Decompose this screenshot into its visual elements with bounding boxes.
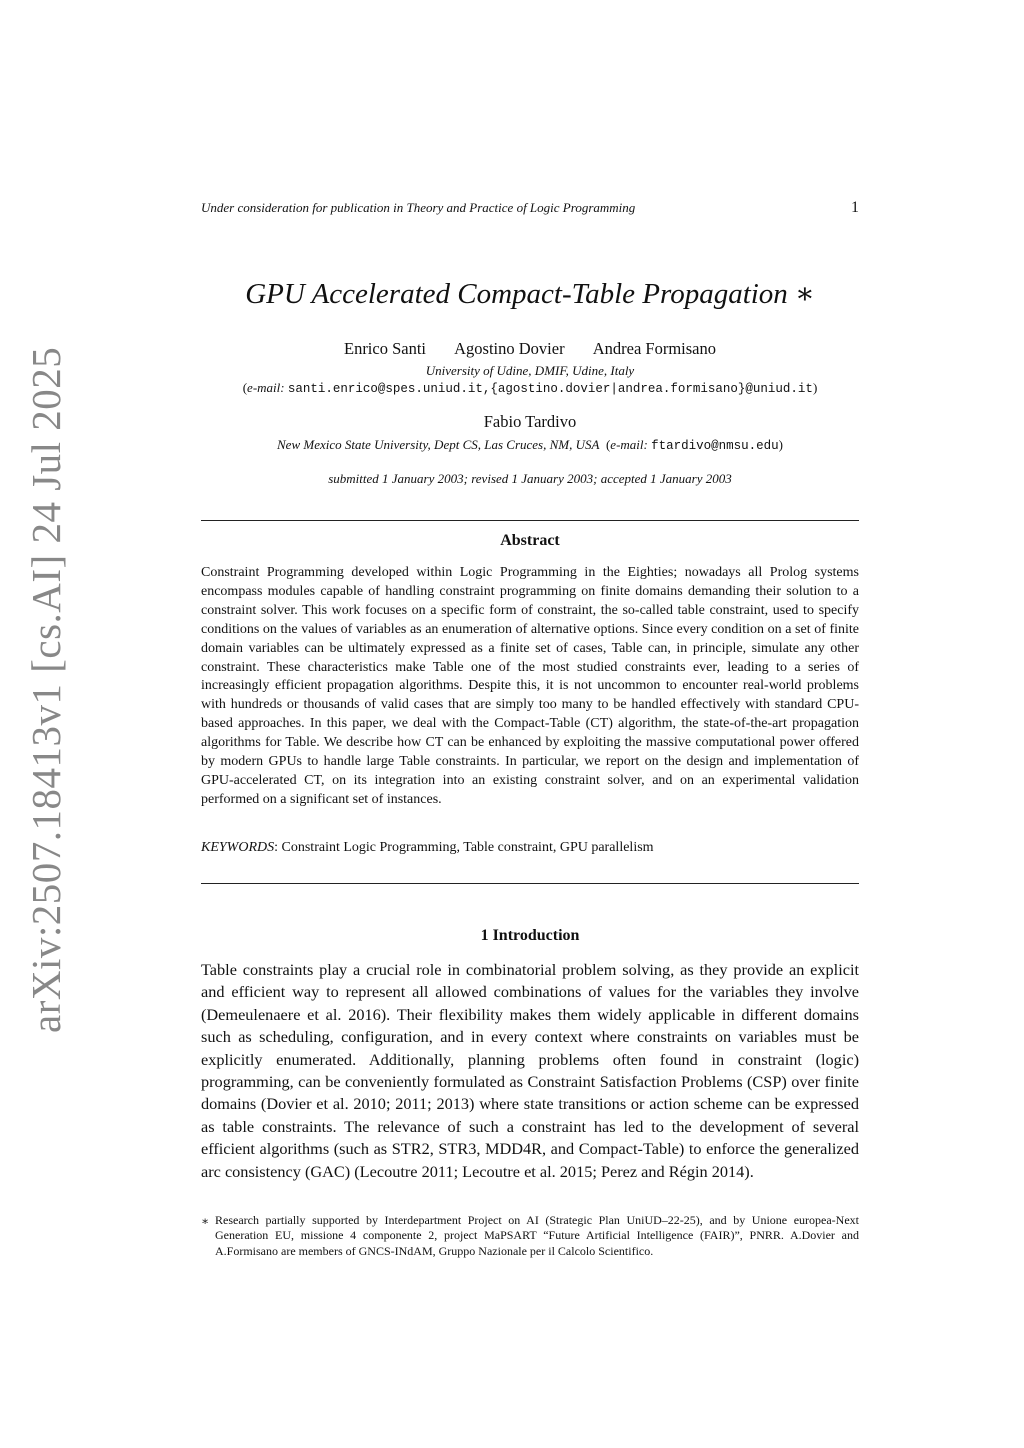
affiliation-nmsu-line: New Mexico State University, Dept CS, Las Cruces, NM, USA (e-mail: ftardivo@nmsu.edu) [277, 437, 783, 453]
author-name: Andrea Formisano [592, 339, 716, 358]
abstract-body: Constraint Programming developed within Logic Programming in the Eighties; nowadays all Prolog systems encompass modules capable of handling constraint programming on finite domains demanding their solution to a constraint solver. This work focuses on a specific form of constraint, the so-called table constraint, used to specify conditions on the values of variables as an enumeration of alternative options. Since every condition on a set of finite domain variables can be ultimately expressed as a finite set of cases, Table can, in principle, simulate any other constraint. These characteristics make Table one of the most studied constraints ever, leading to a series of increasingly efficient propagation algorithms. Despite this, it is not uncommon to encounter real-world problems with hundreds or thousands of valid cases that are simply too many to be handled effectively with standard CPU-based approaches. In this paper, we deal with the Compact-Table (CT) algorithm, the state-of-the-art propagation algorithms for Table. We describe how CT can be enhanced by exploiting the massive computational power offered by modern GPUs to handle large Table constraints. In particular, we report on the design and implementation of GPU-accelerated CT, on its integration into an existing constraint solver, and on an experimental validation performed on a significant set of instances. [201, 565, 859, 807]
email-line-udine: (e-mail: santi.enrico@spes.uniud.it,{agostino.dovier|andrea.formisano}@uniud.it) [242, 380, 818, 396]
author-name: Enrico Santi [343, 339, 427, 358]
email-label: e-mail: [247, 380, 285, 395]
email-address[interactable]: santi.enrico@spes.uniud.it,{agostino.dovier|andrea.formisano}@uniud.it [287, 382, 813, 396]
author-tardivo: Fabio Tardivo [483, 412, 577, 431]
keywords-text: : Constraint Logic Programming, Table constraint, GPU parallelism [274, 840, 654, 855]
email-label: e-mail: [610, 437, 648, 452]
affiliation-udine: University of Udine, DMIF, Udine, Italy [425, 363, 635, 378]
running-head-text: Under consideration for publication in Theory and Practice of Logic Programming [201, 200, 636, 215]
abstract-heading: Abstract [500, 532, 560, 549]
arxiv-identifier-stamp: arXiv:2507.18413v1 [cs.AI] 24 Jul 2025 [23, 346, 69, 1033]
submission-dates: submitted 1 January 2003; revised 1 January 2003; accepted 1 January 2003 [328, 471, 732, 486]
email-address[interactable]: ftardivo@nmsu.edu [651, 439, 779, 453]
author-list [201, 339, 859, 359]
paper-title: GPU Accelerated Compact-Table Propagation ∗ [245, 278, 815, 310]
author-name: Agostino Dovier [454, 339, 565, 358]
keywords-label: KEYWORDS [201, 840, 275, 855]
page-number: 1 [851, 199, 859, 216]
footnote [201, 1213, 859, 1259]
keywords-line [201, 840, 859, 856]
affiliation-nmsu: New Mexico State University, Dept CS, Las Cruces, NM, USA [277, 437, 600, 452]
running-head [201, 200, 859, 216]
footnote-mark: ∗ [201, 1214, 210, 1228]
section-heading-introduction: 1 Introduction [480, 927, 580, 944]
footnote-text: Research partially supported by Interdepartment Project on AI (Strategic Plan UniUD–22-25), and by Unione europea-Next Generation EU, missione 4 componente 2, project MaPSART “Future Artificial Intelligence (FAIR)”, PNRR. A.Dovier and A.Formisano are members of GNCS-INdAM, Gruppo Nazionale per il Calcolo Scientifico. [215, 1213, 859, 1258]
top-divider [201, 520, 859, 521]
bottom-divider [201, 883, 859, 884]
introduction-body: Table constraints play a crucial role in combinatorial problem solving, as they provide an explicit and efficient way to represent all allowed combinations of values for the variables they involve (Demeulenaere et al. 2016). Their flexibility makes them widely applicable in different domains such as scheduling, configuration, and in every context where constraints on variables must be explicitly enumerated. Additionally, planning problems often found in constraint (logic) programming, can be conveniently formulated as Constraint Satisfaction Problems (CSP) over finite domains (Dovier et al. 2010; 2011; 2013) where state transitions or action scheme can be expressed as table constraints. The relevance of such a constraint has led to the development of several efficient algorithms (such as STR2, STR3, MDD4R, and Compact-Table) to enforce the generalized arc consistency (GAC) (Lecoutre 2011; Lecoutre et al. 2015; Perez and Régin 2014). [201, 960, 859, 1181]
